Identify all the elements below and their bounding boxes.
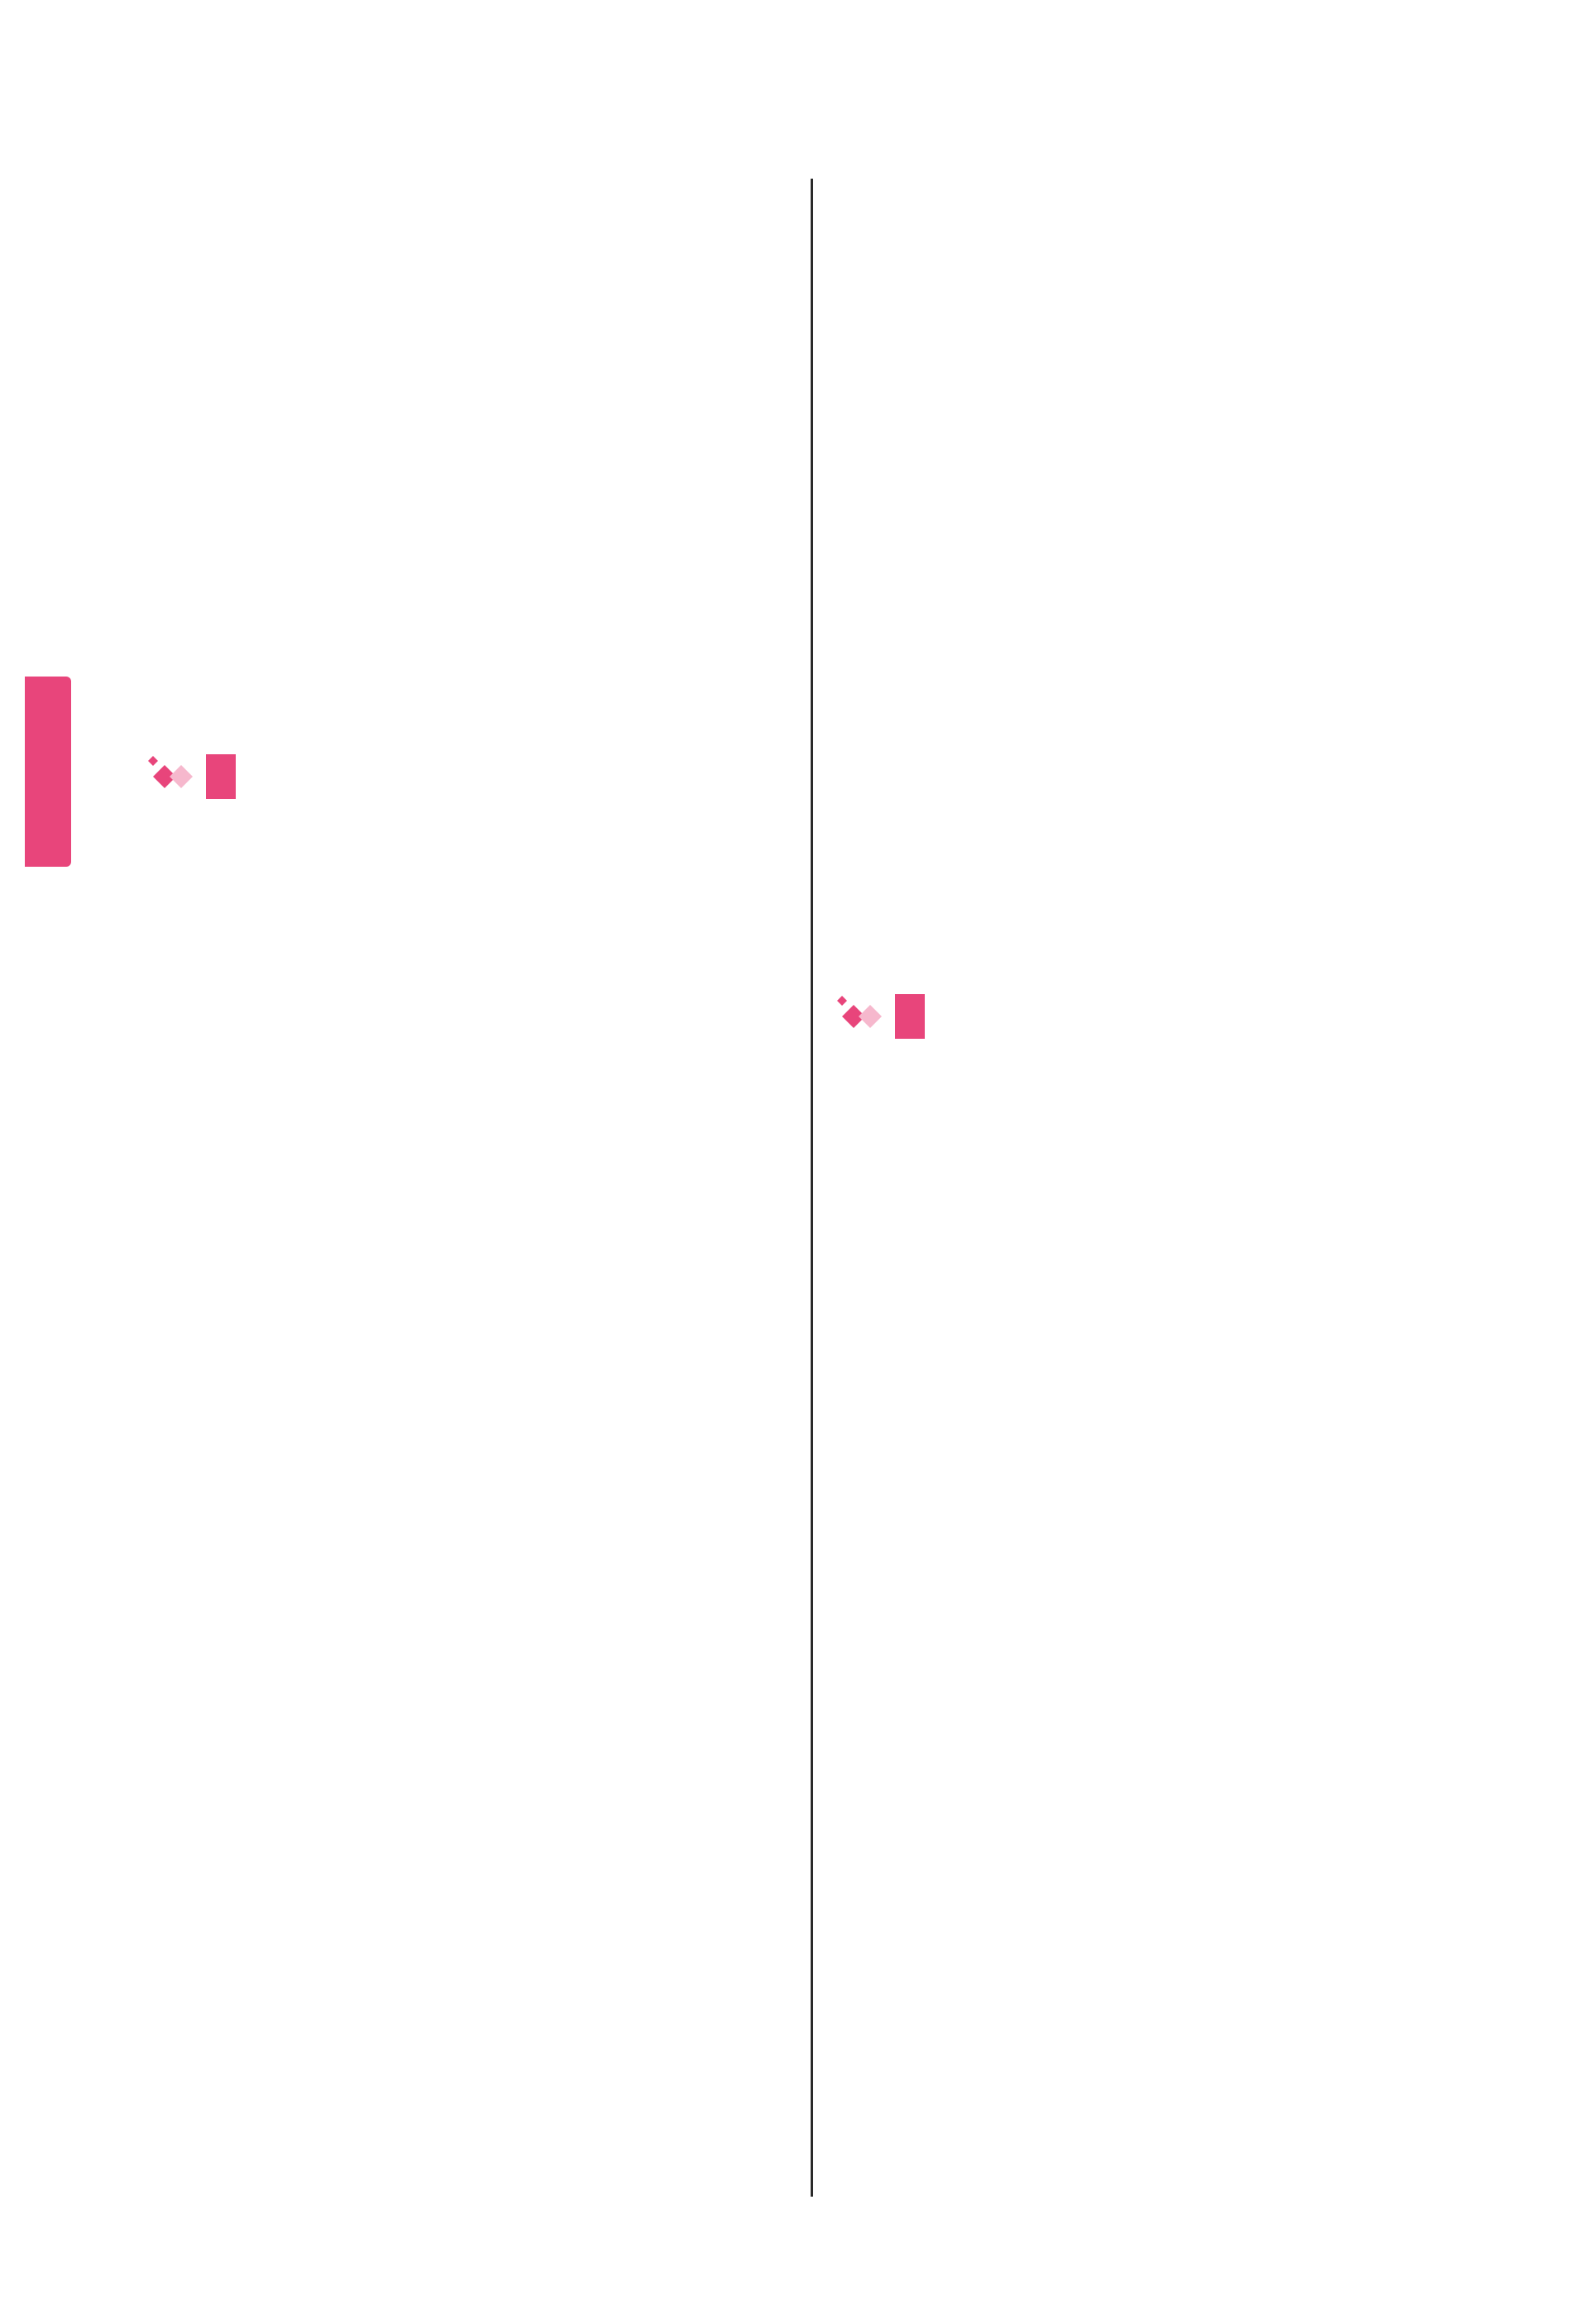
diamond-icon — [834, 994, 895, 1039]
side-tab — [25, 677, 71, 867]
page — [25, 23, 1557, 2299]
column-divider — [811, 179, 813, 2197]
section-title — [895, 994, 925, 1039]
section-vocab-ext — [145, 754, 236, 799]
section-title — [206, 754, 236, 799]
diamond-icon — [145, 754, 206, 799]
section-key-sentences — [834, 994, 925, 1039]
